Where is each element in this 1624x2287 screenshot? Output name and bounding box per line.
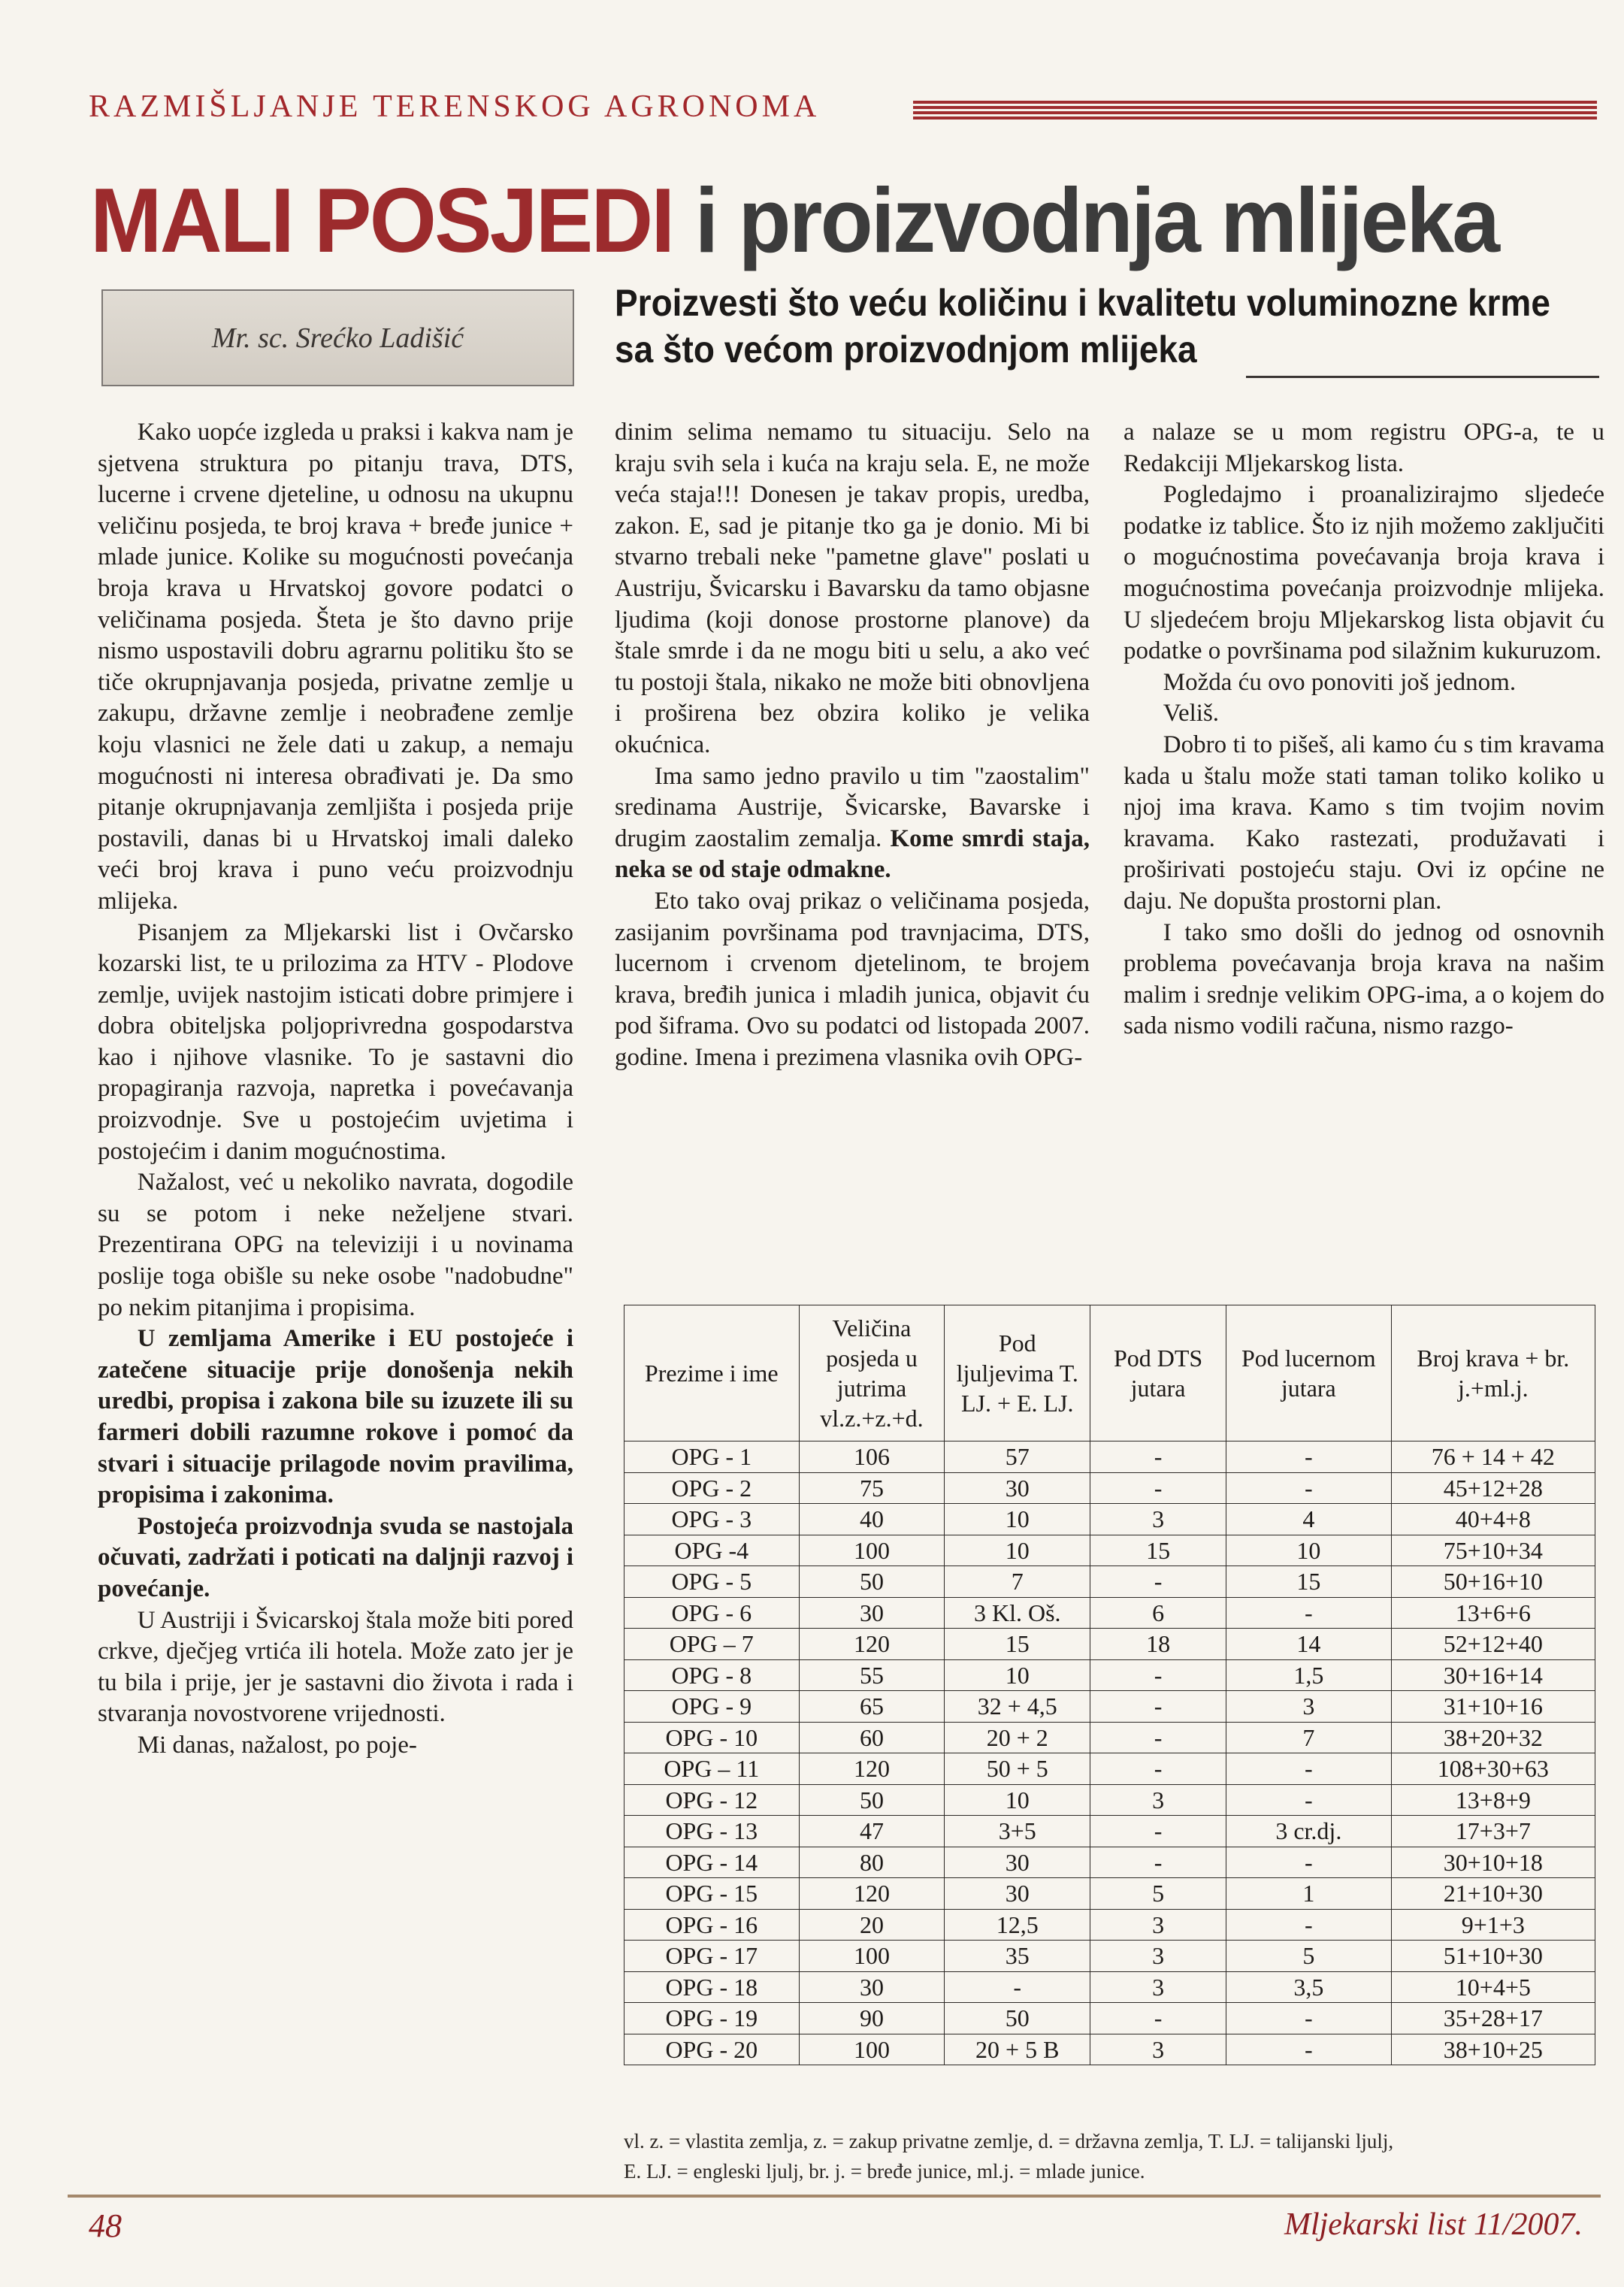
table-cell: 7: [945, 1566, 1090, 1598]
table-cell: 30: [945, 1878, 1090, 1910]
article-title: [90, 164, 1498, 277]
table-cell: 10: [1226, 1535, 1392, 1566]
table-row: [624, 1472, 1595, 1504]
table-cell: OPG - 9: [624, 1691, 800, 1723]
table-cell: OPG – 7: [624, 1629, 800, 1660]
paragraph: Pisanjem za Mljekarski list i Ovčarsko kozarski list, te u prilozima za HTV - Plodove zemlje, uvijek nastojim isticati dobre primjere i dobra obiteljska poljoprivredna gospodarstva kao i njihove vlasnike. To je sastavni dio propagiranja razvoja, napretka i povećavanja proizvodnje. Sve u postojećim uvjetima i postojećim i danim mogućnostima.: [98, 918, 573, 1165]
author-box: [101, 289, 574, 386]
table-cell: 12,5: [945, 1909, 1090, 1941]
table-cell: 15: [1226, 1566, 1392, 1598]
text-column-1: [98, 417, 573, 1762]
paragraph-bold: U zemljama Amerike i EU postojeće i zatečene situacije prije donošenja nekih uredbi, propisa i zakona bile su izuzete ili su farmeri dobili razumne rokove i pomoć da stvari i situacije prilagode novim pravilima, propisima i zakonima.: [98, 1325, 573, 1509]
table-cell: -: [1226, 2003, 1392, 2034]
table-row: [624, 1753, 1595, 1785]
table-cell: 120: [799, 1878, 945, 1910]
table-cell: 45+12+28: [1391, 1472, 1595, 1504]
paragraph: U Austriji i Švicarskoj štala može biti pored crkve, dječjeg vrtića ili hotela. Može zato jer je tu bila i prije, jer je sastavni dio života i rada i stvaranja novostvorene vrijednosti.: [98, 1606, 573, 1728]
table-cell: 40: [799, 1504, 945, 1535]
paragraph: dinim selima nemamo tu situaciju. Selo na kraju svih sela i kuća na kraju sela. E, ne može veća staja!!! Donesen je takav propis, uredba, zakon. E, sad je pitanje tko ga je donio. Mi bi stvarno trebali neke "pametne glave" poslati u Austriju, Švicarsku i Bavarsku da tamo objasne ljudima (koji donose prostorne planove) da štale smrde i da ne mogu biti u selu, a ako već tu postoji štala, nikako ne može biti obnovljena i proširena bez obzira koliko je velika okućnica.: [615, 419, 1090, 758]
table-header-row: [624, 1305, 1595, 1441]
table-cell: OPG - 15: [624, 1878, 800, 1910]
table-cell: 60: [799, 1722, 945, 1753]
table-row: [624, 1441, 1595, 1473]
table-header-cell: Broj krava + br. j.+ml.j.: [1391, 1305, 1595, 1441]
table-cell: 20 + 5 B: [945, 2034, 1090, 2065]
table-cell: 4: [1226, 1504, 1392, 1535]
table-cell: -: [1226, 1847, 1392, 1878]
table-cell: OPG - 8: [624, 1659, 800, 1691]
paragraph: Kako uopće izgleda u praksi i kakva nam je sjetvena struktura po pitanju trava, DTS, lucerne i crvene djeteline, u odnosu na ukupnu veličinu posjeda, te broj krava + bređe junice + mlade junice. Kolike su mogućnosti povećanja broja krava u Hrvatskoj govore podatci o veličinama posjeda. Šteta je što davno prije nismo uspostavili dobru agrarnu politiku što se tiče okrupnjavanja posjeda, privatne zemlje u zakupu, državne zemlje i neobrađene zemlje koju vlasnici ne žele dati u zakup, a nemaju mogućnosti ni interesa obrađivati je. Da smo pitanje okrupnjavanja zemljišta i posjeda prije postavili, danas bi u Hrvatskoj imali daleko veći broj krava i puno veću proizvodnju mlijeka.: [98, 419, 573, 915]
table-cell: 35+28+17: [1391, 2003, 1595, 2034]
table-cell: -: [1090, 1659, 1226, 1691]
table-cell: 3+5: [945, 1816, 1090, 1847]
table-cell: 40+4+8: [1391, 1504, 1595, 1535]
table-cell: -: [945, 1971, 1090, 2003]
section-kicker: RAZMIŠLJANJE TERENSKOG AGRONOMA: [89, 89, 821, 124]
table-row: [624, 1941, 1595, 1972]
table-cell: -: [1090, 1722, 1226, 1753]
data-table-wrapper: [624, 1305, 1595, 2065]
table-cell: 10: [945, 1504, 1090, 1535]
table-cell: 1: [1226, 1878, 1392, 1910]
table-cell: 10: [945, 1659, 1090, 1691]
paragraph: Veliš.: [1163, 700, 1220, 728]
table-row: [624, 1629, 1595, 1660]
table-cell: 106: [799, 1441, 945, 1473]
subtitle-line-2: sa što većom proizvodnjom mlijeka: [615, 328, 1197, 371]
table-cell: 35: [945, 1941, 1090, 1972]
table-cell: 3: [1090, 1909, 1226, 1941]
table-row: [624, 1909, 1595, 1941]
table-cell: 120: [799, 1629, 945, 1660]
table-cell: 15: [1090, 1535, 1226, 1566]
table-cell: 3: [1090, 2034, 1226, 2065]
table-cell: -: [1090, 1847, 1226, 1878]
table-cell: -: [1226, 1753, 1392, 1785]
text-column-3: [1123, 417, 1604, 1042]
table-body: [624, 1441, 1595, 2065]
table-cell: 5: [1226, 1941, 1392, 1972]
table-cell: 100: [799, 1535, 945, 1566]
opg-data-table: [624, 1305, 1595, 2065]
table-row: [624, 1691, 1595, 1723]
table-cell: OPG - 18: [624, 1971, 800, 2003]
paragraph-text: Ima samo jedno pravilo u tim "zaostalim" sredinama Austrije, Švicarske, Bavarske i drugim zaostalim zemalja.: [615, 762, 1090, 852]
table-cell: 9+1+3: [1391, 1909, 1595, 1941]
table-cell: OPG - 17: [624, 1941, 800, 1972]
table-header-cell: Pod DTS jutara: [1090, 1305, 1226, 1441]
table-cell: 65: [799, 1691, 945, 1723]
table-cell: 20 + 2: [945, 1722, 1090, 1753]
table-header-cell: Pod ljuljevima T. LJ. + E. LJ.: [945, 1305, 1090, 1441]
paragraph-bold-text: Kome smrdi staja, neka se od staje odmakne.: [615, 824, 1090, 884]
table-cell: -: [1090, 1753, 1226, 1785]
table-cell: 3: [1090, 1941, 1226, 1972]
subtitle-rule: [1246, 376, 1599, 378]
paragraph: a nalaze se u mom registru OPG-a, te u Redakciji Mljekarskog lista.: [1123, 419, 1604, 477]
table-cell: 47: [799, 1816, 945, 1847]
table-cell: 1,5: [1226, 1659, 1392, 1691]
paragraph: Eto tako ovaj prikaz o veličinama posjeda, zasijanim površinama pod travnjacima, DTS, lucernom i crvenom djetelinom, te brojem krava, bređih junica i mladih junica, objavit ću pod šiframa. Ovo su podatci od listopada 2007. godine. Imena i prezimena vlasnika ovih OPG-: [615, 887, 1090, 1071]
table-cell: 30+16+14: [1391, 1659, 1595, 1691]
table-cell: 75+10+34: [1391, 1535, 1595, 1566]
table-cell: 50 + 5: [945, 1753, 1090, 1785]
table-legend: [624, 2126, 1601, 2186]
paragraph: [615, 761, 1090, 886]
table-cell: 10+4+5: [1391, 1971, 1595, 2003]
table-cell: -: [1226, 1597, 1392, 1629]
table-cell: OPG - 12: [624, 1784, 800, 1816]
paragraph: Nažalost, već u nekoliko navrata, dogodile su se potom i neke neželjene stvari. Prezentirana OPG na televiziji i u novinama poslije toga obišle su neke osobe "nadobudne" po nekim pitanjima i propisima.: [98, 1169, 573, 1321]
kicker-rule: [913, 101, 1597, 120]
title-part-1: MALI POSJEDI: [90, 169, 673, 271]
table-cell: -: [1090, 2003, 1226, 2034]
table-cell: 3 Kl. Oš.: [945, 1597, 1090, 1629]
table-cell: 3: [1090, 1504, 1226, 1535]
table-cell: 3: [1226, 1691, 1392, 1723]
table-cell: 108+30+63: [1391, 1753, 1595, 1785]
table-row: [624, 1504, 1595, 1535]
table-cell: 50: [799, 1784, 945, 1816]
table-cell: 15: [945, 1629, 1090, 1660]
table-cell: 13+6+6: [1391, 1597, 1595, 1629]
table-cell: 5: [1090, 1878, 1226, 1910]
table-cell: OPG - 1: [624, 1441, 800, 1473]
table-cell: OPG - 10: [624, 1722, 800, 1753]
table-cell: 52+12+40: [1391, 1629, 1595, 1660]
table-cell: -: [1090, 1816, 1226, 1847]
table-cell: 30: [799, 1971, 945, 2003]
table-row: [624, 1971, 1595, 2003]
table-cell: 31+10+16: [1391, 1691, 1595, 1723]
table-cell: 17+3+7: [1391, 1816, 1595, 1847]
table-cell: 21+10+30: [1391, 1878, 1595, 1910]
table-cell: 10: [945, 1535, 1090, 1566]
table-cell: OPG - 20: [624, 2034, 800, 2065]
table-row: [624, 1535, 1595, 1566]
table-row: [624, 1878, 1595, 1910]
table-cell: -: [1226, 1472, 1392, 1504]
table-cell: -: [1090, 1441, 1226, 1473]
table-header-cell: Pod lucernom jutara: [1226, 1305, 1392, 1441]
table-cell: 30: [945, 1472, 1090, 1504]
table-cell: 7: [1226, 1722, 1392, 1753]
table-header-cell: Prezime i ime: [624, 1305, 800, 1441]
paragraph: Dobro ti to pišeš, ali kamo ću s tim kravama kada u štalu može stati taman toliko koliko u njoj ima krava. Kamo s tim tvojim novim kravama. Kako rastezati, produžavati i proširivati postojeću staju. Ovi iz općine ne daju. Ne dopušta prostorni plan.: [1123, 731, 1604, 915]
page-number: 48: [89, 2207, 122, 2244]
table-cell: OPG - 2: [624, 1472, 800, 1504]
author-name: Mr. sc. Srećko Ladišić: [211, 322, 464, 354]
table-cell: 75: [799, 1472, 945, 1504]
paragraph: Možda ću ovo ponoviti još jednom.: [1163, 668, 1517, 696]
table-header-cell: Veličina posjeda u jutrima vl.z.+z.+d.: [799, 1305, 945, 1441]
title-part-2: i proizvodnja mlijeka: [673, 169, 1498, 271]
table-cell: -: [1090, 1691, 1226, 1723]
table-cell: -: [1226, 2034, 1392, 2065]
table-cell: 50: [799, 1566, 945, 1598]
table-cell: 13+8+9: [1391, 1784, 1595, 1816]
table-cell: 55: [799, 1659, 945, 1691]
table-row: [624, 2034, 1595, 2065]
table-cell: 3,5: [1226, 1971, 1392, 2003]
table-cell: OPG - 6: [624, 1597, 800, 1629]
table-cell: OPG -4: [624, 1535, 800, 1566]
table-cell: 3: [1090, 1971, 1226, 2003]
table-cell: OPG - 13: [624, 1816, 800, 1847]
table-cell: OPG - 14: [624, 1847, 800, 1878]
table-cell: 3 cr.dj.: [1226, 1816, 1392, 1847]
table-row: [624, 1847, 1595, 1878]
table-cell: 38+20+32: [1391, 1722, 1595, 1753]
subtitle-line-1: Proizvesti što veću količinu i kvalitetu voluminozne krme: [615, 282, 1550, 324]
table-cell: -: [1226, 1909, 1392, 1941]
table-row: [624, 1566, 1595, 1598]
table-cell: 100: [799, 2034, 945, 2065]
table-cell: OPG - 16: [624, 1909, 800, 1941]
table-row: [624, 1816, 1595, 1847]
table-row: [624, 2003, 1595, 2034]
table-row: [624, 1722, 1595, 1753]
table-legend-line-1: vl. z. = vlastita zemlja, z. = zakup privatne zemlje, d. = državna zemlja, T. LJ. = talijanski ljulj,: [624, 2130, 1394, 2152]
table-cell: -: [1226, 1784, 1392, 1816]
publication-name: Mljekarski list 11/2007.: [1284, 2207, 1583, 2242]
table-cell: -: [1090, 1566, 1226, 1598]
table-cell: 14: [1226, 1629, 1392, 1660]
table-cell: 76 + 14 + 42: [1391, 1441, 1595, 1473]
table-legend-line-2: E. LJ. = engleski ljulj, br. j. = bređe junice, ml.j. = mlade junice.: [624, 2160, 1145, 2183]
table-cell: OPG – 11: [624, 1753, 800, 1785]
table-cell: 50: [945, 2003, 1090, 2034]
table-cell: 50+16+10: [1391, 1566, 1595, 1598]
table-row: [624, 1659, 1595, 1691]
table-cell: 100: [799, 1941, 945, 1972]
table-row: [624, 1597, 1595, 1629]
table-cell: 57: [945, 1441, 1090, 1473]
table-cell: 38+10+25: [1391, 2034, 1595, 2065]
table-cell: 51+10+30: [1391, 1941, 1595, 1972]
paragraph: Mi danas, nažalost, po poje-: [137, 1731, 417, 1759]
table-cell: 6: [1090, 1597, 1226, 1629]
table-cell: 30: [945, 1847, 1090, 1878]
table-cell: 30: [799, 1597, 945, 1629]
table-cell: 3: [1090, 1784, 1226, 1816]
table-cell: 90: [799, 2003, 945, 2034]
article-subtitle: [615, 280, 1599, 373]
table-cell: OPG - 3: [624, 1504, 800, 1535]
table-cell: 30+10+18: [1391, 1847, 1595, 1878]
text-column-2: [615, 417, 1090, 1073]
table-cell: 32 + 4,5: [945, 1691, 1090, 1723]
table-cell: 120: [799, 1753, 945, 1785]
table-cell: 80: [799, 1847, 945, 1878]
paragraph: Pogledajmo i proanalizirajmo sljedeće podatke iz tablice. Što iz njih možemo zaključiti o mogućnostima povećavanja broja krava i mogućnostima povećanja proizvodnje mlijeka. U sljedećem broju Mljekarskog lista objavit ću podatke o površinama pod silažnim kukuruzom.: [1123, 481, 1604, 665]
footer-rule: [68, 2195, 1601, 2198]
table-cell: -: [1090, 1472, 1226, 1504]
table-cell: OPG - 19: [624, 2003, 800, 2034]
table-cell: 20: [799, 1909, 945, 1941]
paragraph-bold: Postojeća proizvodnja svuda se nastojala očuvati, zadržati i poticati na daljnji razvoj i povećanje.: [98, 1512, 573, 1602]
paragraph: I tako smo došli do jednog od osnovnih problema povećavanja broja krava na našim malim i srednje velikim OPG-ima, a o kojem do sada nismo vodili računa, nismo razgo-: [1123, 918, 1604, 1040]
table-row: [624, 1784, 1595, 1816]
table-cell: 10: [945, 1784, 1090, 1816]
table-cell: 18: [1090, 1629, 1226, 1660]
table-cell: -: [1226, 1441, 1392, 1473]
table-cell: OPG - 5: [624, 1566, 800, 1598]
